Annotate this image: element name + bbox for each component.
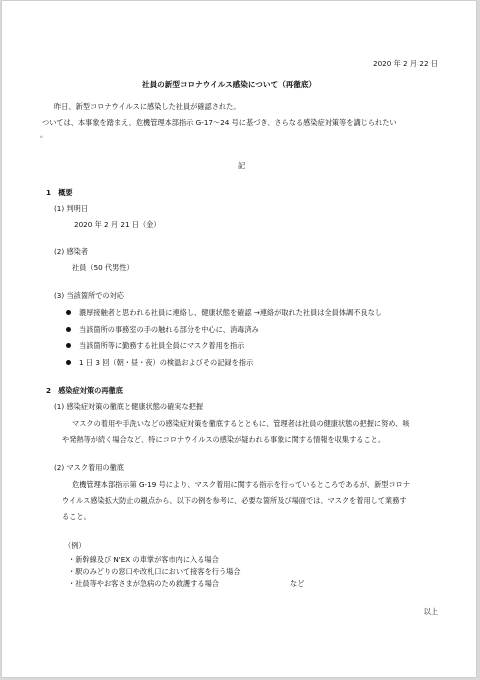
item-2-2-line-3: ること。 [62, 512, 91, 521]
bullet-icon [66, 327, 71, 332]
closing-text: 以上 [423, 607, 438, 616]
item-2-2-label: (2) マスク着用の徹底 [54, 463, 124, 472]
document-title: 社員の新型コロナウイルス感染について（再徹底） [142, 80, 317, 89]
bullet-icon [66, 343, 71, 348]
item-2-1-label: (1) 感染症対策の徹底と健康状態の確実な把握 [54, 402, 204, 411]
bullet-text: 当該箇所の事務室の手の触れる部分を中心に、消毒済み [79, 325, 259, 334]
section-1-heading: 1 概要 [46, 188, 73, 197]
intro-line-2: ついては、本事象を踏まえ、危機管理本部指示 G-17～24 号に基づき、さらなる感染症対策等を講じられたい [42, 118, 397, 127]
example-line-3: ・社員等やお客さまが急病のため救護する場合 [68, 579, 219, 588]
section-2-heading: 2 感染症対策の再徹底 [46, 386, 123, 395]
bullet-text: 濃厚接触者と思われる社員に連絡し、健康状態を確認 →連絡が取れた社員は全員体調不良なし [79, 308, 382, 317]
example-line-1: ・新幹線及び N'EX の車掌が客市内に入る場合 [68, 555, 219, 564]
document-date: 2020 年 2 月 22 日 [373, 59, 438, 68]
item-1-1-body: 2020 年 2 月 21 日（金） [74, 220, 161, 229]
intro-line-3: 。 [40, 130, 48, 139]
example-line-2: ・駅のみどりの窓口や改札口において接客を行う場合 [68, 567, 241, 576]
item-2-1-line-2: や発熱等が続く場合など、特にコロナウイルスの感染が疑われる事象に関する情報を収集すること。 [62, 435, 386, 444]
bullet-item [66, 325, 259, 335]
bullet-text: 1 日 3 回（朝・昼・夜）の検温およびその記録を指示 [79, 358, 254, 367]
intro-line-1: 昨日、新型コロナウイルスに感染した社員が確認された。 [54, 102, 241, 111]
example-etc: など [290, 579, 305, 588]
item-1-1-label: (1) 判明日 [54, 204, 89, 213]
item-2-2-line-2: ウイルス感染拡大防止の観点から、以下の例を参考に、必要な箇所及び場面では、マスクを着用して業務す [62, 496, 407, 505]
item-1-2-label: (2) 感染者 [54, 247, 89, 256]
bullet-icon [66, 360, 71, 365]
bullet-icon [66, 310, 71, 315]
bullet-item [66, 358, 253, 368]
item-1-3-label: (3) 当該箇所での対応 [54, 291, 124, 300]
item-2-2-line-1: 危機管理本部指示第 G-19 号により、マスク着用に関する指示を行っているところであるが、新型コロナ [72, 480, 411, 489]
bullet-item [66, 341, 244, 351]
ki-marker: 記 [238, 161, 246, 170]
item-1-2-body: 社員（50 代男性） [72, 263, 134, 272]
bullet-item [66, 308, 382, 318]
item-2-1-line-1: マスクの着用や手洗いなどの感染症対策を徹底するとともに、管理者は社員の健康状態の把握に努め、咳 [72, 419, 410, 428]
document-page [2, 1, 476, 677]
example-label: （例） [64, 541, 86, 550]
bullet-text: 当該箇所等に勤務する社員全員にマスク着用を指示 [79, 341, 245, 350]
